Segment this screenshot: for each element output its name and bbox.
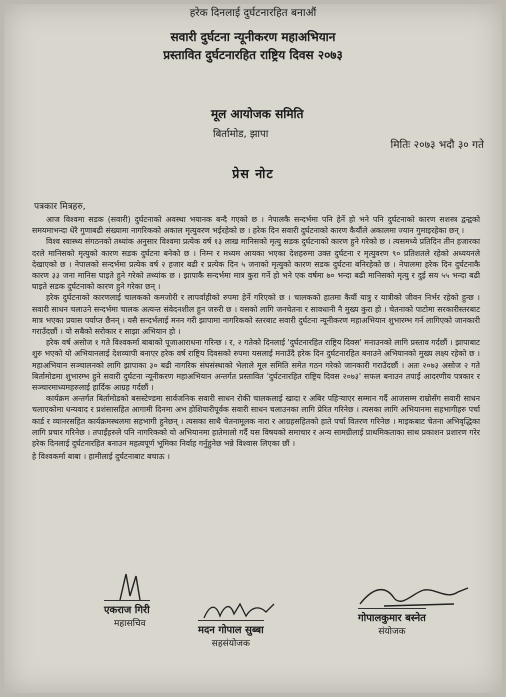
paragraph: विश्व स्वास्थ्य संगठनको तथ्यांक अनुसार विश्वमा प्रत्येक वर्ष १३ लाख मानिसको मृत्यु सडक दुर्घटनाको कारण हुने गरेको छ । त्यसमध्ये प्रतिदिन तीन हजारका दरले मानिसको मृत्युको कारण सडक दुर्घटना बनेको छ । निम्न र मध्यम आयका भएका देशहरुमा उक्त दुर्घटना र मृत्युवरण ९० प्रतिशतले रहेको अध्ययनले देखाएको छ । नेपालको सन्दर्भमा प्रत्येक वर्ष २ हजार बढी र प्रत्येक दिन ५ जनाको मृत्युको कारण सडक दुर्घटना बनिरहेको छ । नेपालमा हरेक दिन दुर्घटनाकै कारण ३३ जना मानिस घाइते हुने गरेको तथ्यांक छ । झापाकै सन्दर्भमा मात्र कुरा गर्ने हो भने एक वर्षमा ७० भन्दा बढी मानिसको मृत्यु र दुई सय ५५ भन्दा बढी घाइते सडक दुर्घटनाको कारण हुने गरेका छन् ।: [32, 237, 480, 292]
salutation: पत्रकार मित्रहरु,: [34, 202, 86, 212]
organizer-place: बिर्तामोड, झापा: [213, 129, 269, 140]
signatory-general-secretary: [104, 600, 150, 629]
slogan: हरेक दिनलाई दुर्घटनारहित बनाऔं: [189, 7, 317, 19]
paragraph: हरेक वर्ष असोज १ गते विश्वकर्मा बाबाको पूजाआराधना गरिन्छ । र, २ गतेको दिनलाई 'दुर्घटनारहित राष्ट्रिय दिवस' मनाउनको लागि प्रस्ताव गर्दछौं । झापाबाट शुरु भएको यो अभियानलाई देशव्यापी बनाएर हरेक वर्ष राष्ट्रिय दिवसको रुपमा यसलाई मनाउँदै हरेक दिन दुर्घटनारहित बनाउने अभियानको मुख्य लक्ष्य रहेको छ । महाअभियान सञ्चालनको लागि झापाका ३० बढी नागरिक संघसंस्थाको भेलाले मूल समिति समेत गठन गरेको जानकारी गराउँदछौं । अतः २०७३ असोज २ गते बिर्तामोडमा शुभारम्भ हुने सवारी दुर्घटना न्यूनीकरण महाअभियान अन्तर्गत प्रस्तावित 'दुर्घटनारहित राष्ट्रिय दिवस २०७३' सफल बनाउन तपाईं आदरणीय पत्रकार र सञ्चारमाध्यमहरुलाई हार्दिक आग्रह गर्दछौं ।: [32, 338, 480, 393]
document-date: मितिः २०७३ भदौ ३० गते: [390, 139, 484, 151]
body-text: [32, 214, 480, 462]
signatory-role: सहसंयोजक: [211, 639, 250, 649]
signatory-role: महासचिव: [114, 619, 146, 629]
paragraph: आज विश्वमा सडक (सवारी) दुर्घटनाको अवस्था भयानक बन्दै गएको छ । नेपालकै सन्दर्भमा पनि हेर्ने हो भने पनि दुर्घटनाको कारण सशस्त्र द्वन्द्वको समयमाभन्दा धेरै गुणाबढी संख्यामा नागरिकको अकाल मृत्युवरण भईरहेको छ । हरेक दिन सवारी दुर्घटनाको कारण कैयौंले अकालमा ज्यान गुमाइरहेका छन् ।: [32, 215, 480, 236]
organizer-name: मूल आयोजक समिति: [211, 107, 304, 121]
signatory-co-coordinator: [198, 620, 264, 649]
signatory-name: गोपालकुमार बस्नेत: [358, 608, 426, 624]
press-note-document: [4, 4, 502, 693]
proposed-day-title: प्रस्तावित दुर्घटनारहित राष्ट्रिय दिवस २०७३: [163, 48, 343, 62]
signatory-name: एकराज गिरी: [104, 600, 150, 616]
signature-mark-left: [112, 570, 152, 604]
paragraph: कार्यक्रम अन्तर्गत बिर्तामोडको बसस्टेण्डमा सार्वजनिक सवारी साधन रोकी चालकलाई खादा र अबिर पहिऱ्याएर सम्मान गर्दै आजसम्म राम्रोसँग सवारी साधन चलाएकोमा धन्यवाद र प्रशंसासहित आगामी दिनमा अभ होशियारीपूर्वक सवारी साधन चलाउनका लागि प्रेरित गरिनेछ । त्यसका लागि अभियानमा सहभागीहरु पर्चा कार्ड र व्यानरसहित कार्यक्रमस्थलमा सहभागी हुनेछन् । त्यसका साथै चेतनामूलक नारा र आग्रहसहितको हाते पर्चा वितरण गरिनेछ । माइकबाट चेतना अभिवृद्धिका लागि प्रचार गरिनेछ । तपाईंहरुले पनि नागरिकको यो अभियानमा हातेमालो गर्दै यस विषयको समाचार र अन्य सामग्रीलाई प्राथमिकताका साथ प्रकाशन प्रशारण गरेर हरेक दिनलाई दुर्घटनारहित बनाउन महत्वपूर्ण भूमिका निर्वाह गर्नुहुनेछ भन्ने विश्वास लिएका छौं ।: [32, 394, 480, 449]
signatory-role: संयोजक: [378, 627, 406, 637]
paragraph: हरेक दुर्घटनाको कारणलाई चालकको कमजोरी र लापर्वाहीको रुपमा हेर्ने गरिएको छ । चालकको हातमा कैयौं यात्रु र यात्रीको जीवन निर्भर रहेको हुन्छ । सवारी साधन चलाउने सन्दर्भमा चालक अत्यन्त संवेदनशील हुन जरुरी छ । यसको लागि जनचेतना र सावधानी नै मुख्य कुरा हो । चेतनाको पाटोमा सरकारीस्तरबाट मात्र भएका प्रयास पर्याप्त छैनन् । यसै सन्दर्भलाई मनन गरी झापामा नागरिकको स्तरबाट सवारी दुर्घटना न्यूनीकरण महाअभियान शुभारम्भ गर्न लागिएको जानकारी गराउँदछौं । यो सबैको सरोकार र साझा अभियान हो ।: [32, 293, 480, 337]
campaign-title: सवारी दुर्घटना न्यूनीकरण महाअभियान: [170, 30, 336, 44]
document-title: प्रेस नोट: [232, 166, 274, 181]
signatory-name: मदन गोपाल सुब्बा: [198, 620, 264, 636]
signatory-coordinator: [358, 608, 426, 637]
closing-slogan: हे विश्वकर्मा बाबा । हामीलाई दुर्घटनाबाट बचाऊ ।: [32, 452, 170, 462]
